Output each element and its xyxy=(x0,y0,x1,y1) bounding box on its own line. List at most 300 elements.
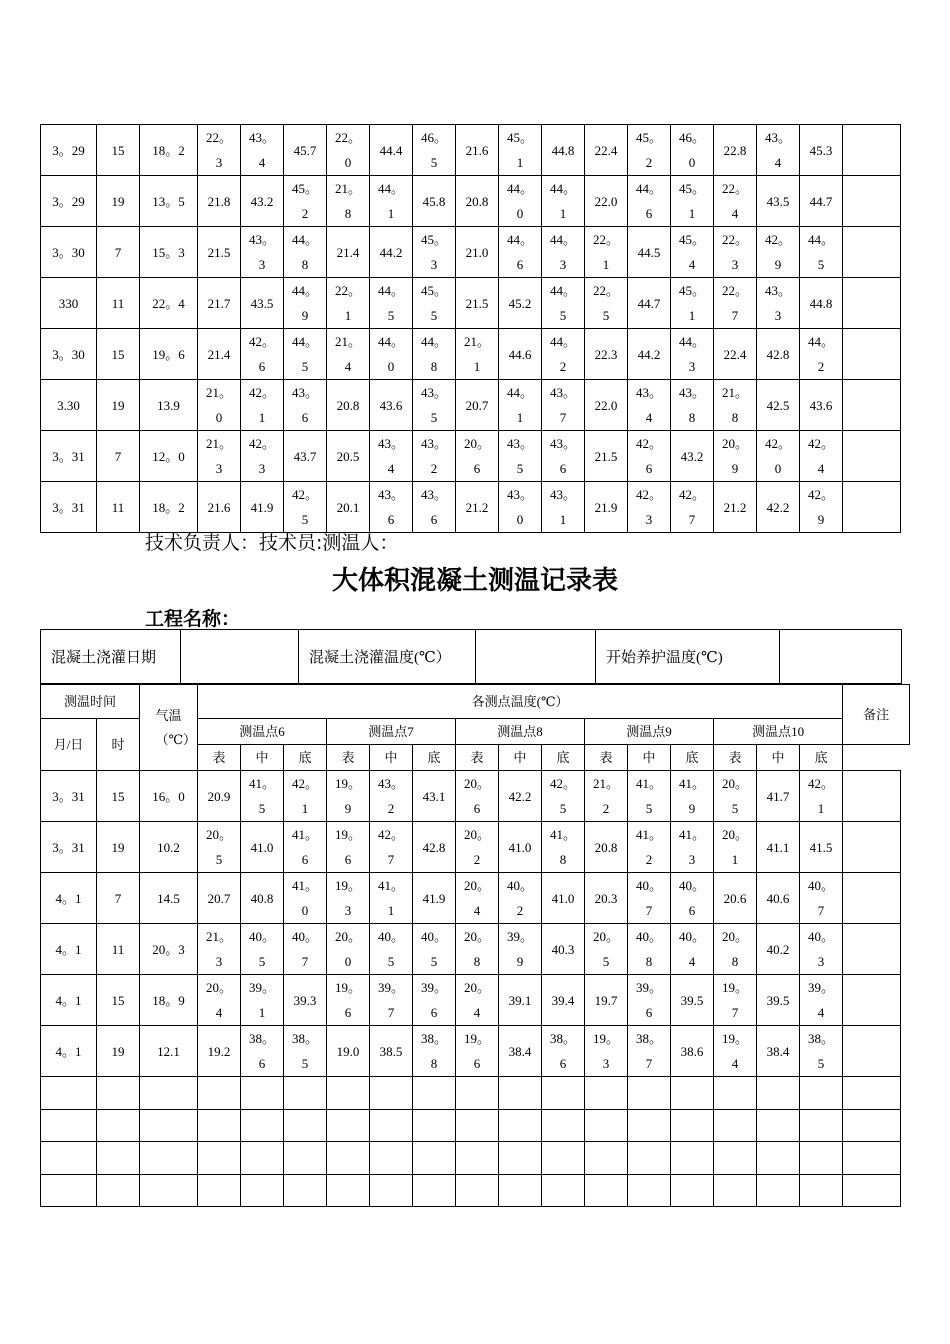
table-cell xyxy=(714,975,757,1026)
table-cell: 22.0 xyxy=(585,176,628,227)
cell-value: 20。9 xyxy=(721,436,748,476)
cell-value: 39。1 xyxy=(248,980,275,1020)
table-cell: 42.8 xyxy=(757,329,800,380)
cell-value: 43。5 xyxy=(506,436,533,476)
cell-value: 21。8 xyxy=(721,385,748,425)
cell-value: 43。6 xyxy=(549,436,576,476)
table-cell: 43.7 xyxy=(284,431,327,482)
table-cell xyxy=(198,975,241,1026)
cell-value: 39。4 xyxy=(807,980,834,1020)
table-cell: 21.9 xyxy=(585,482,628,533)
table-cell xyxy=(370,924,413,975)
table-cell xyxy=(714,771,757,822)
table-cell xyxy=(499,924,542,975)
table-cell: 3。31 xyxy=(41,822,97,873)
table-cell xyxy=(843,873,901,924)
cell-value: 44。1 xyxy=(506,385,533,425)
table-cell: 20。3 xyxy=(140,924,198,975)
table-row xyxy=(41,329,901,380)
cell-value: 44。3 xyxy=(549,232,576,272)
table-cell xyxy=(241,329,284,380)
empty-cell xyxy=(585,1109,628,1142)
table-cell xyxy=(499,125,542,176)
table-cell: 3。31 xyxy=(41,431,97,482)
table-cell: 20.7 xyxy=(198,873,241,924)
cell-value: 44。1 xyxy=(549,181,576,221)
empty-cell xyxy=(198,1174,241,1207)
empty-cell xyxy=(628,1077,671,1110)
empty-cell xyxy=(284,1174,327,1207)
cell-value: 44。6 xyxy=(635,181,662,221)
table-cell xyxy=(542,822,585,873)
table-cell xyxy=(499,227,542,278)
table-cell xyxy=(843,329,901,380)
cell-value: 42。7 xyxy=(377,827,404,867)
table-cell xyxy=(585,278,628,329)
cell-value: 42。5 xyxy=(549,776,576,816)
table-cell: 21.7 xyxy=(198,278,241,329)
air-temp-header xyxy=(140,685,198,771)
cell-value: 19。3 xyxy=(334,878,361,918)
cell-value: 20。6 xyxy=(463,776,490,816)
table-cell xyxy=(800,482,843,533)
remark-header: 备注 xyxy=(843,685,910,745)
table-cell xyxy=(843,771,901,822)
empty-cell xyxy=(499,1077,542,1110)
cell-value: 44。0 xyxy=(506,181,533,221)
cell-value: 42。4 xyxy=(807,436,834,476)
cell-value: 44。8 xyxy=(420,334,447,374)
empty-cell xyxy=(542,1174,585,1207)
cell-value: 20。8 xyxy=(721,929,748,969)
table-cell: 45.7 xyxy=(284,125,327,176)
table-cell xyxy=(671,227,714,278)
empty-cell xyxy=(370,1142,413,1175)
table-cell xyxy=(843,278,901,329)
cell-value: 40。7 xyxy=(807,878,834,918)
table-cell: 7 xyxy=(97,431,140,482)
table-cell: 43.5 xyxy=(757,176,800,227)
empty-cell xyxy=(241,1077,284,1110)
cell-value: 41。8 xyxy=(549,827,576,867)
temperature-table-2 xyxy=(40,770,901,1207)
table-cell xyxy=(800,329,843,380)
table-cell: 11 xyxy=(97,924,140,975)
table-cell xyxy=(542,771,585,822)
cell-value: 43。3 xyxy=(248,232,275,272)
table-cell: 3。31 xyxy=(41,482,97,533)
table-cell xyxy=(714,278,757,329)
empty-cell xyxy=(198,1109,241,1142)
empty-cell xyxy=(628,1174,671,1207)
table-cell xyxy=(628,431,671,482)
table-cell: 19.0 xyxy=(327,1026,370,1077)
sub-surface-header: 表 xyxy=(327,745,370,771)
table-cell: 20.7 xyxy=(456,380,499,431)
table-cell xyxy=(456,431,499,482)
table-cell: 39.5 xyxy=(757,975,800,1026)
empty-cell xyxy=(97,1142,140,1175)
cure-temp-value xyxy=(780,630,902,684)
table-cell: 3.30 xyxy=(41,380,97,431)
table-cell: 44.2 xyxy=(628,329,671,380)
cell-value: 45。1 xyxy=(506,130,533,170)
table-cell xyxy=(327,125,370,176)
table-cell: 39.1 xyxy=(499,975,542,1026)
empty-cell xyxy=(628,1142,671,1175)
empty-cell xyxy=(757,1174,800,1207)
table-row xyxy=(41,822,901,873)
cell-value: 43。6 xyxy=(291,385,318,425)
table-cell: 22。4 xyxy=(140,278,198,329)
empty-cell xyxy=(714,1109,757,1142)
table-cell: 44.7 xyxy=(800,176,843,227)
sub-bottom-header: 底 xyxy=(542,745,585,771)
table-cell xyxy=(413,380,456,431)
table-cell: 43.1 xyxy=(413,771,456,822)
table-cell: 15 xyxy=(97,771,140,822)
table-cell: 44.4 xyxy=(370,125,413,176)
empty-cell xyxy=(140,1077,198,1110)
cell-value: 44。2 xyxy=(807,334,834,374)
table-cell: 20.8 xyxy=(327,380,370,431)
table-cell xyxy=(413,431,456,482)
table-cell: 3。30 xyxy=(41,329,97,380)
document-title: 大体积混凝土测温记录表 xyxy=(331,566,618,596)
cell-value: 20。2 xyxy=(463,827,490,867)
cell-value: 38。8 xyxy=(420,1031,447,1071)
empty-cell xyxy=(241,1142,284,1175)
sub-bottom-header: 底 xyxy=(413,745,456,771)
table-cell xyxy=(843,227,901,278)
empty-cell xyxy=(757,1142,800,1175)
table-row xyxy=(41,431,901,482)
table-cell xyxy=(499,873,542,924)
table-cell xyxy=(370,482,413,533)
table-cell: 22.0 xyxy=(585,380,628,431)
table-cell xyxy=(628,771,671,822)
empty-cell xyxy=(800,1109,843,1142)
table-cell: 330 xyxy=(41,278,97,329)
cell-value: 43。8 xyxy=(678,385,705,425)
table-cell xyxy=(714,380,757,431)
empty-cell xyxy=(327,1142,370,1175)
sub-bottom-header: 底 xyxy=(284,745,327,771)
sub-middle-header: 中 xyxy=(628,745,671,771)
table-cell: 38.6 xyxy=(671,1026,714,1077)
table-cell xyxy=(843,176,901,227)
table-cell xyxy=(241,431,284,482)
table-cell xyxy=(542,227,585,278)
empty-cell xyxy=(413,1109,456,1142)
empty-cell xyxy=(800,1077,843,1110)
table-cell: 3。31 xyxy=(41,771,97,822)
empty-cell xyxy=(413,1174,456,1207)
table-cell xyxy=(542,176,585,227)
table-cell: 44.8 xyxy=(542,125,585,176)
empty-cell xyxy=(456,1174,499,1207)
table-cell: 13.9 xyxy=(140,380,198,431)
pour-date-label: 混凝土浇灌日期 xyxy=(41,630,181,684)
table-cell: 22.4 xyxy=(585,125,628,176)
table-cell xyxy=(327,278,370,329)
cell-value: 40。7 xyxy=(635,878,662,918)
table-cell xyxy=(671,924,714,975)
table-cell xyxy=(843,975,901,1026)
cell-value: 44。2 xyxy=(549,334,576,374)
table-cell: 19 xyxy=(97,176,140,227)
table-cell: 42.2 xyxy=(757,482,800,533)
empty-cell xyxy=(41,1174,97,1207)
table-cell xyxy=(370,771,413,822)
sub-surface-header: 表 xyxy=(585,745,628,771)
table-cell: 4。1 xyxy=(41,873,97,924)
table-cell xyxy=(284,924,327,975)
cell-value: 22。1 xyxy=(334,283,361,323)
cell-value: 42。7 xyxy=(678,487,705,527)
cell-value: 43。5 xyxy=(420,385,447,425)
table-cell xyxy=(370,431,413,482)
cell-value: 44。6 xyxy=(506,232,533,272)
table-cell xyxy=(628,482,671,533)
table-cell xyxy=(542,431,585,482)
table-cell: 15 xyxy=(97,975,140,1026)
table-cell xyxy=(327,176,370,227)
sub-surface-header: 表 xyxy=(198,745,241,771)
cell-value: 45。5 xyxy=(420,283,447,323)
cell-value: 22。3 xyxy=(205,130,232,170)
table-cell xyxy=(413,975,456,1026)
cell-value: 43。4 xyxy=(248,130,275,170)
table-cell xyxy=(370,329,413,380)
table-cell: 41.0 xyxy=(241,822,284,873)
table-cell xyxy=(843,1026,901,1077)
table-cell: 38.4 xyxy=(757,1026,800,1077)
cell-value: 42。1 xyxy=(807,776,834,816)
table-cell xyxy=(456,1026,499,1077)
cell-value: 20。4 xyxy=(463,878,490,918)
cell-value: 20。5 xyxy=(205,827,232,867)
table-cell xyxy=(671,329,714,380)
empty-cell xyxy=(628,1109,671,1142)
empty-cell xyxy=(198,1077,241,1110)
table-cell xyxy=(456,975,499,1026)
empty-cell xyxy=(542,1077,585,1110)
cell-value: 19。7 xyxy=(721,980,748,1020)
empty-cell xyxy=(585,1077,628,1110)
table-cell xyxy=(241,924,284,975)
table-cell: 38.4 xyxy=(499,1026,542,1077)
cell-value: 22。4 xyxy=(721,181,748,221)
table-cell: 45.2 xyxy=(499,278,542,329)
cell-value: 41。6 xyxy=(291,827,318,867)
cell-value: 40。3 xyxy=(807,929,834,969)
table-cell xyxy=(757,125,800,176)
cell-value: 44。3 xyxy=(678,334,705,374)
empty-cell xyxy=(97,1077,140,1110)
empty-cell xyxy=(499,1109,542,1142)
table-cell xyxy=(843,822,901,873)
table-cell xyxy=(628,176,671,227)
pour-temp-value xyxy=(476,630,596,684)
table-cell xyxy=(757,431,800,482)
table-cell: 41.0 xyxy=(499,822,542,873)
point-7-header: 测温点7 xyxy=(327,719,456,745)
empty-cell xyxy=(97,1174,140,1207)
table-cell: 44.5 xyxy=(628,227,671,278)
table-cell: 20.5 xyxy=(327,431,370,482)
table-cell xyxy=(241,380,284,431)
cell-value: 21。8 xyxy=(334,181,361,221)
table-cell xyxy=(671,278,714,329)
table-cell xyxy=(628,822,671,873)
table-cell: 19。6 xyxy=(140,329,198,380)
table-cell xyxy=(198,380,241,431)
cell-value: 19。6 xyxy=(334,980,361,1020)
signature-line: 技术负责人：技术员:测温人： xyxy=(145,532,399,554)
empty-cell xyxy=(241,1109,284,1142)
table-row xyxy=(41,924,901,975)
table-cell: 12.1 xyxy=(140,1026,198,1077)
cell-value: 20。6 xyxy=(463,436,490,476)
table-cell xyxy=(585,1026,628,1077)
table-cell: 22.4 xyxy=(714,329,757,380)
table-cell: 21.4 xyxy=(327,227,370,278)
table-cell xyxy=(284,873,327,924)
cell-value: 42。9 xyxy=(807,487,834,527)
table-cell xyxy=(499,380,542,431)
cell-value: 44。9 xyxy=(291,283,318,323)
table-row xyxy=(41,1026,901,1077)
table-cell: 21.5 xyxy=(585,431,628,482)
empty-table-row xyxy=(41,1109,901,1142)
table-cell xyxy=(456,329,499,380)
table-row xyxy=(41,278,901,329)
cell-value: 21。2 xyxy=(592,776,619,816)
empty-cell xyxy=(413,1142,456,1175)
table-cell: 42.8 xyxy=(413,822,456,873)
table-cell xyxy=(241,227,284,278)
cell-value: 20。0 xyxy=(334,929,361,969)
table-cell xyxy=(671,482,714,533)
empty-cell xyxy=(370,1077,413,1110)
table-cell xyxy=(413,482,456,533)
cell-value: 22。7 xyxy=(721,283,748,323)
table-cell: 20.9 xyxy=(198,771,241,822)
table-cell: 42.5 xyxy=(757,380,800,431)
table-row xyxy=(41,975,901,1026)
empty-cell xyxy=(198,1142,241,1175)
cell-value: 42。6 xyxy=(248,334,275,374)
table-cell xyxy=(714,822,757,873)
remark-spacer xyxy=(843,745,910,771)
table-cell xyxy=(628,975,671,1026)
cell-value: 20。4 xyxy=(463,980,490,1020)
empty-cell xyxy=(327,1109,370,1142)
table-cell: 39.4 xyxy=(542,975,585,1026)
cell-value: 46。5 xyxy=(420,130,447,170)
table-cell: 20.1 xyxy=(327,482,370,533)
table-cell xyxy=(413,278,456,329)
cell-value: 22。3 xyxy=(721,232,748,272)
table-cell xyxy=(198,125,241,176)
table-cell xyxy=(714,431,757,482)
table-cell xyxy=(671,176,714,227)
table-cell xyxy=(542,482,585,533)
empty-cell xyxy=(671,1109,714,1142)
table-cell xyxy=(499,482,542,533)
table-cell: 42.2 xyxy=(499,771,542,822)
table-cell: 40.6 xyxy=(757,873,800,924)
table-cell: 14.5 xyxy=(140,873,198,924)
table-cell xyxy=(241,771,284,822)
cell-value: 40。4 xyxy=(678,929,705,969)
table-cell: 18。9 xyxy=(140,975,198,1026)
cell-value: 45。1 xyxy=(678,181,705,221)
cell-value: 20。5 xyxy=(592,929,619,969)
table-cell: 20.8 xyxy=(585,822,628,873)
cell-value: 44。8 xyxy=(291,232,318,272)
table-cell: 40.8 xyxy=(241,873,284,924)
cell-value: 42。6 xyxy=(635,436,662,476)
table-cell: 11 xyxy=(97,482,140,533)
cell-value: 40。6 xyxy=(678,878,705,918)
empty-cell xyxy=(843,1077,901,1110)
table-cell: 15 xyxy=(97,329,140,380)
cell-value: 43。0 xyxy=(506,487,533,527)
table-cell: 20.6 xyxy=(714,873,757,924)
table-cell xyxy=(370,873,413,924)
cell-value: 43。2 xyxy=(420,436,447,476)
table-cell: 40.3 xyxy=(542,924,585,975)
cell-value: 21。3 xyxy=(205,929,232,969)
table-cell xyxy=(585,227,628,278)
cell-value: 43。3 xyxy=(764,283,791,323)
table-cell: 41.0 xyxy=(542,873,585,924)
table-cell: 41.9 xyxy=(413,873,456,924)
cell-value: 38。6 xyxy=(549,1031,576,1071)
cell-value: 38。7 xyxy=(635,1031,662,1071)
empty-cell xyxy=(542,1142,585,1175)
table-cell: 7 xyxy=(97,227,140,278)
table-cell: 4。1 xyxy=(41,924,97,975)
sub-bottom-header: 底 xyxy=(800,745,843,771)
empty-cell xyxy=(585,1174,628,1207)
cell-value: 43。4 xyxy=(377,436,404,476)
table-cell: 41.7 xyxy=(757,771,800,822)
cell-value: 41。5 xyxy=(248,776,275,816)
table-cell xyxy=(499,176,542,227)
table-cell: 19.2 xyxy=(198,1026,241,1077)
table-row xyxy=(41,227,901,278)
empty-cell xyxy=(843,1174,901,1207)
empty-cell xyxy=(714,1142,757,1175)
table-cell: 19.7 xyxy=(585,975,628,1026)
table-cell: 11 xyxy=(97,278,140,329)
table-cell xyxy=(241,975,284,1026)
empty-cell xyxy=(370,1109,413,1142)
table-cell: 43.2 xyxy=(671,431,714,482)
cell-value: 42。3 xyxy=(248,436,275,476)
table-cell: 43.6 xyxy=(800,380,843,431)
table-cell xyxy=(800,975,843,1026)
empty-cell xyxy=(671,1142,714,1175)
table-cell xyxy=(499,431,542,482)
table-cell: 18。2 xyxy=(140,125,198,176)
cell-value: 40。7 xyxy=(291,929,318,969)
sub-middle-header: 中 xyxy=(370,745,413,771)
table-cell: 7 xyxy=(97,873,140,924)
